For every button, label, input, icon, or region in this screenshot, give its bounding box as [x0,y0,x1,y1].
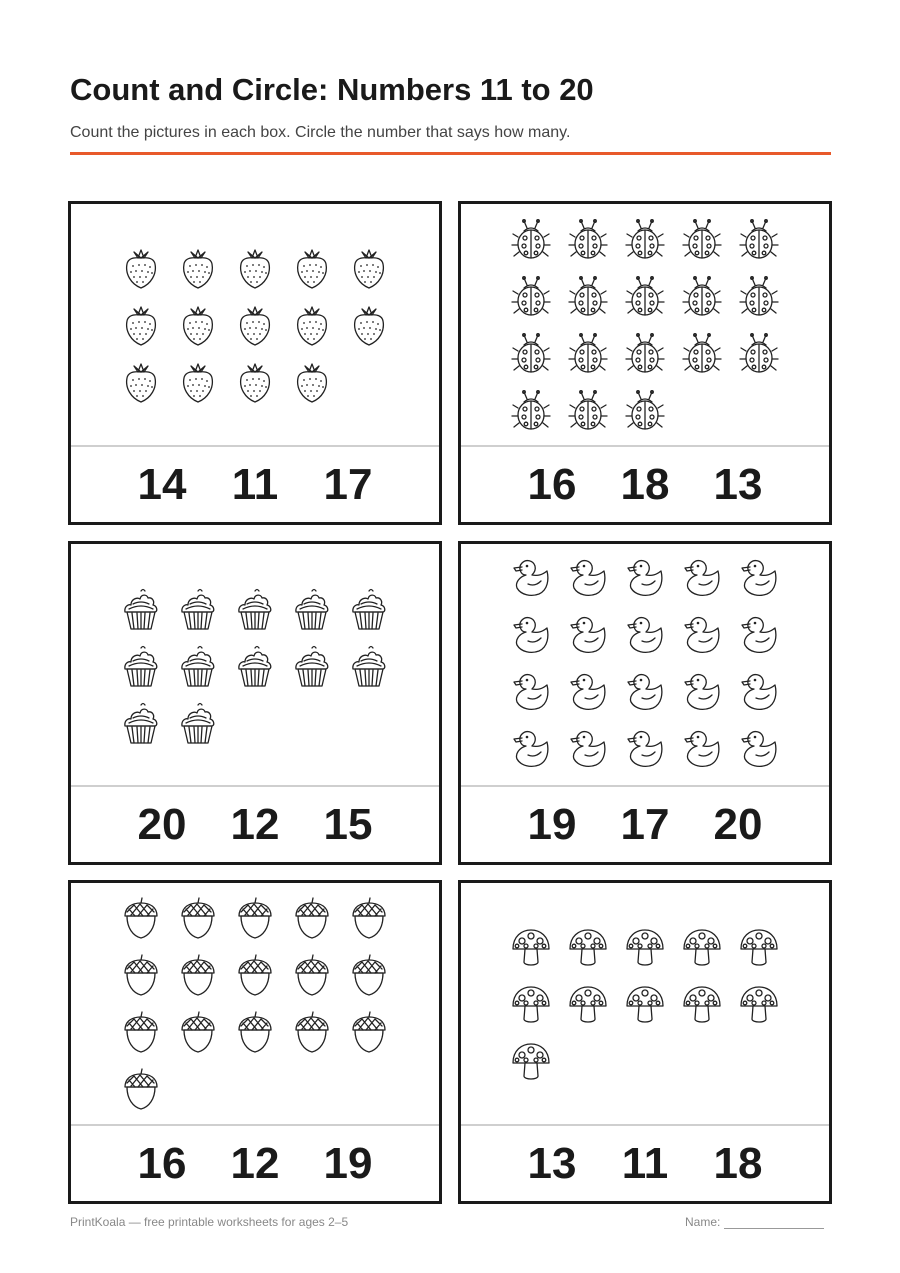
duck-icon [568,557,608,601]
cupcake-icon [178,700,218,744]
acorn-icon [235,896,275,940]
strawberry-icon [292,303,332,347]
cupcake-icon [235,643,275,687]
cupcake-icon [121,643,161,687]
duck-icon [511,728,551,772]
duck-icon [511,557,551,601]
mushroom-icon [568,925,608,969]
duck-icon [568,671,608,715]
answer-option[interactable]: 16 [527,459,577,509]
answer-choices [71,787,439,862]
acorn-icon [235,1010,275,1054]
cupcake-icon [121,700,161,744]
answer-option[interactable]: 12 [230,799,280,849]
mushroom-icon [739,982,779,1026]
duck-icon [625,728,665,772]
ladybug-icon [568,388,608,432]
strawberry-icon [178,360,218,404]
count-box-2 [458,201,832,525]
strawberry-icon [235,246,275,290]
count-box-1 [68,201,442,525]
picture-area [71,204,439,445]
picture-area [71,883,439,1124]
duck-icon [625,614,665,658]
acorn-icon [121,1010,161,1054]
duck-icon [682,614,722,658]
answer-choices [71,447,439,522]
ladybug-icon [625,274,665,318]
duck-icon [625,557,665,601]
ladybug-icon [682,331,722,375]
acorn-icon [121,953,161,997]
mushroom-icon [511,925,551,969]
footer-credit: PrintKoala — free printable worksheets for ages 2–5 [70,1215,349,1229]
ladybug-icon [625,388,665,432]
acorn-icon [121,1067,161,1111]
strawberry-icon [292,246,332,290]
duck-icon [511,671,551,715]
strawberry-icon [235,303,275,347]
acorn-icon [235,953,275,997]
acorn-icon [349,896,389,940]
cupcake-icon [292,586,332,630]
duck-icon [739,728,779,772]
cupcake-icon [349,643,389,687]
answer-option[interactable]: 13 [713,459,763,509]
ladybug-icon [739,331,779,375]
answer-option[interactable]: 11 [231,459,279,509]
mushroom-icon [511,982,551,1026]
picture-area [461,204,829,445]
strawberry-icon [235,360,275,404]
duck-icon [682,728,722,772]
strawberry-icon [121,303,161,347]
cupcake-icon [121,586,161,630]
ladybug-icon [682,274,722,318]
page-title: Count and Circle: Numbers 11 to 20 [70,72,594,107]
count-box-3 [68,541,442,865]
acorn-icon [292,953,332,997]
acorn-icon [178,1010,218,1054]
answer-option[interactable]: 17 [620,799,670,849]
duck-icon [739,671,779,715]
answer-choices [461,447,829,522]
footer-name-field [685,1215,824,1229]
picture-area [461,883,829,1124]
ladybug-icon [625,331,665,375]
ladybug-icon [682,217,722,261]
duck-icon [682,671,722,715]
count-box-4 [458,541,832,865]
duck-icon [568,614,608,658]
ladybug-icon [568,331,608,375]
acorn-icon [178,896,218,940]
duck-icon [682,557,722,601]
answer-option[interactable]: 15 [323,799,373,849]
answer-option[interactable]: 18 [620,459,670,509]
answer-option[interactable]: 11 [621,1138,669,1188]
answer-option[interactable]: 17 [323,459,373,509]
mushroom-icon [568,982,608,1026]
strawberry-icon [121,246,161,290]
duck-icon [568,728,608,772]
strawberry-icon [349,303,389,347]
cupcake-icon [178,586,218,630]
answer-option[interactable]: 20 [137,799,187,849]
ladybug-icon [739,274,779,318]
ladybug-icon [511,217,551,261]
title-divider [70,152,831,155]
strawberry-icon [121,360,161,404]
acorn-icon [292,896,332,940]
picture-area [71,544,439,785]
answer-option[interactable]: 12 [230,1138,280,1188]
answer-choices [71,1126,439,1201]
name-line[interactable] [724,1216,824,1229]
mushroom-icon [511,1039,551,1083]
instructions: Count the pictures in each box. Circle the number that says how many. [70,124,571,141]
count-box-6 [458,880,832,1204]
strawberry-icon [292,360,332,404]
mushroom-icon [625,925,665,969]
ladybug-icon [511,274,551,318]
mushroom-icon [625,982,665,1026]
ladybug-icon [568,274,608,318]
mushroom-icon [682,982,722,1026]
mushroom-icon [739,925,779,969]
ladybug-icon [625,217,665,261]
duck-icon [511,614,551,658]
answer-option[interactable]: 13 [527,1138,577,1188]
answer-option[interactable]: 16 [137,1138,187,1188]
duck-icon [739,614,779,658]
answer-choices [461,1126,829,1201]
acorn-icon [292,1010,332,1054]
ladybug-icon [511,388,551,432]
answer-choices [461,787,829,862]
acorn-icon [349,1010,389,1054]
ladybug-icon [739,217,779,261]
ladybug-icon [511,331,551,375]
answer-option[interactable]: 14 [137,459,187,509]
cupcake-icon [235,586,275,630]
answer-option[interactable]: 18 [713,1138,763,1188]
ladybug-icon [568,217,608,261]
name-label: Name: [685,1215,721,1229]
picture-area [461,544,829,785]
acorn-icon [121,896,161,940]
cupcake-icon [292,643,332,687]
cupcake-icon [178,643,218,687]
count-box-5 [68,880,442,1204]
answer-option[interactable]: 19 [527,799,577,849]
strawberry-icon [178,246,218,290]
duck-icon [625,671,665,715]
strawberry-icon [349,246,389,290]
acorn-icon [178,953,218,997]
answer-option[interactable]: 19 [323,1138,373,1188]
mushroom-icon [682,925,722,969]
strawberry-icon [178,303,218,347]
cupcake-icon [349,586,389,630]
acorn-icon [349,953,389,997]
duck-icon [739,557,779,601]
answer-option[interactable]: 20 [713,799,763,849]
